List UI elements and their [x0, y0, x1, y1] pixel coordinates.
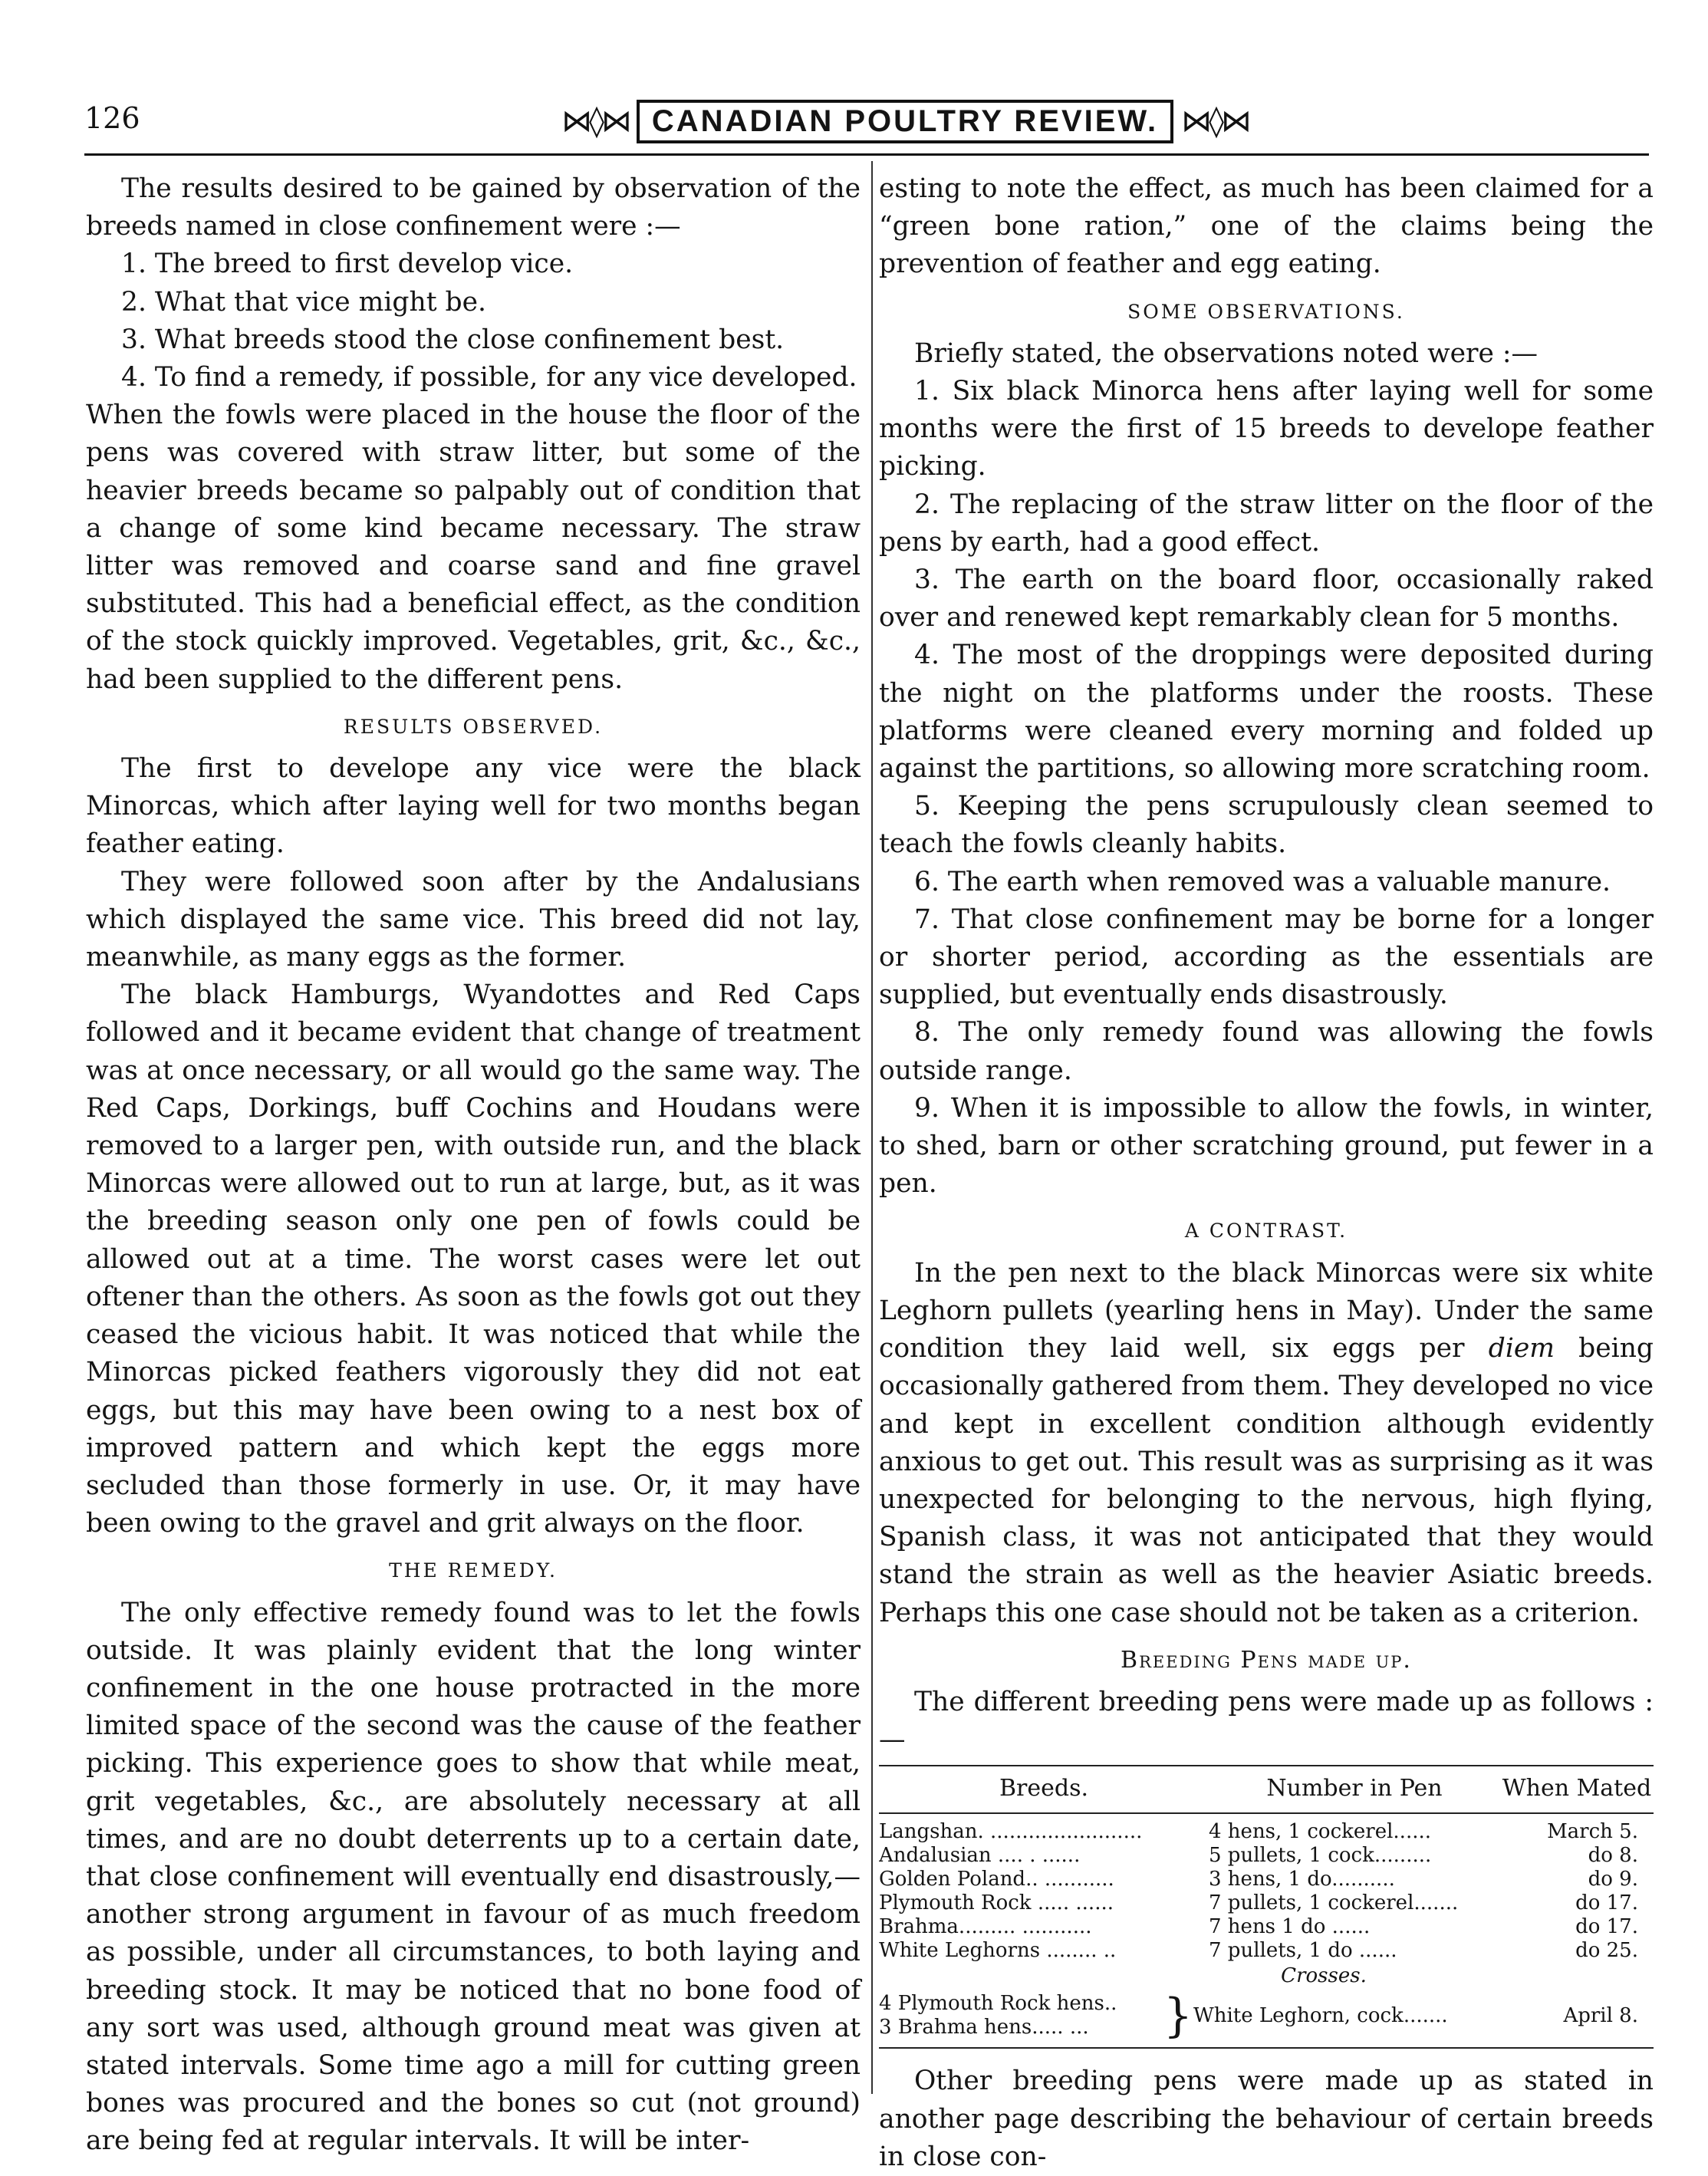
number-cell: 7 hens 1 do ...... [1209, 1915, 1371, 1939]
contrast-paragraph [879, 1255, 1654, 1632]
results-paragraph: The black Hamburgs, Wyandottes and Red Caps followed and it became evident that change of treatment was at once necessary, or all would go the same way. The Red Caps, Dorkings, buff Cochins and Houdans were removed to a larger pen, with outside run, and the black Minorcas were allowed out to run at large, but, as it was the breeding season only one pen of fowls could be allowed out at a time. The worst cases were let out oftener than the others. As soon as the fowls got out they ceased the vicious habit. It was noticed that while the Minorcas picked feathers vigorously they did not eat eggs, but this may have been owing to a nest box of improved pattern and which kept the eggs more secluded than those formerly in use. Or, it may have been owing to the gravel and grit always on the floor. [86, 979, 861, 1539]
cross-breeds [879, 1992, 1163, 2039]
mated-cell: do 17. [1575, 1915, 1638, 1939]
table-bottom-rule [879, 2047, 1654, 2049]
mated-cell: March 5. [1547, 1820, 1638, 1844]
breed-cell: White Leghorns ........ .. [879, 1939, 1117, 1963]
mated-cell: do 17. [1575, 1891, 1638, 1915]
list-item: 3. What breeds stood the close confinement best. [121, 324, 785, 355]
heading-a-contrast: A CONTRAST. [1184, 1220, 1348, 1243]
observations-intro: Briefly stated, the observations noted were :— [914, 337, 1539, 369]
breed-cell: Golden Poland.. ........... [879, 1868, 1114, 1891]
list-item: 1. The breed to first develop vice. [121, 249, 574, 280]
masthead-title: CANADIAN POULTRY REVIEW. [637, 100, 1173, 143]
remedy-paragraph: The only effective remedy found was to let the fowls outside. It was plainly evident that the long winter confinement in the one house protracted in the more limited space of the second was the cause of the feather picking. This experience goes to show that while meat, grit vegetables, &c., are absolutely necessary at all times, and are no doubt deterrents up to a certain date, that close confinement will eventually end disastrously,—another strong argument in favour of as much freedom as possible, under all circumstances, to both laying and breeding stock. It may be noticed that no bone food of any sort was used, although ground meat was given at stated intervals. Some time ago a mill for cutting green bones was procured and the bones so cut (not ground) are being fed at regular intervals. It will be inter- [86, 1597, 861, 2157]
breed-cell: Andalusian .... . ...... [879, 1844, 1081, 1868]
contrast-text-end: being occasionally gathered from them. They developed no vice and kept in excellent condition although evidently anxious to get out. This result was as surprising as it was unexpected for belonging to the nervous, high flying, Spanish class, it was not anticipated that they would stand the strain as well as the heavier Asiatic breeds. Perhaps this one case should not be taken as a criterion. [879, 1333, 1654, 1628]
breed-cell: Plymouth Rock ..... ...... [879, 1891, 1114, 1915]
cross-date: April 8. [1563, 2003, 1638, 2027]
number-cell: 5 pullets, 1 cock......... [1209, 1844, 1432, 1868]
page-number: 126 [84, 101, 140, 135]
cross-breed-line: 3 Brahma hens..... ... [879, 2016, 1089, 2039]
contrast-text-start: In the pen next to the black Minorcas were six white Leghorn pullets (yearling hens in May). Under the same condition they laid well, six eggs per [879, 1257, 1654, 1365]
observation-item: 4. The most of the droppings were deposited during the night on the platforms under the roosts. These platforms were cleaned every morning and folded up against the partitions, so allowing more scratching room. [879, 640, 1654, 785]
cross-breed-line: 4 Plymouth Rock hens.. [879, 1992, 1117, 2016]
continuation-paragraph: esting to note the effect, as much has been claimed for a “green bone ration,” one of the claims being the prevention of feather and egg eating. [879, 173, 1654, 280]
mated-cell: do 9. [1588, 1868, 1638, 1891]
ornament-left-icon: ⋈◊⋈ [561, 104, 629, 139]
observation-item: 8. The only remedy found was allowing the fowls outside range. [879, 1017, 1654, 1086]
column-header-number: Number in Pen [1266, 1775, 1443, 1802]
number-cell: 7 pullets, 1 do ...... [1209, 1939, 1397, 1963]
breed-cell: Brahma......... ........... [879, 1915, 1092, 1939]
column-header-breeds: Breeds. [999, 1775, 1089, 1802]
table-header-row [879, 1766, 1654, 1812]
table-row [879, 1820, 1654, 1844]
pens-intro: The different breeding pens were made up as follows :— [879, 1686, 1654, 1756]
table-row [879, 1939, 1654, 1963]
closing-paragraph: Other breeding pens were made up as stated in another page describing the behaviour of certain breeds in close con- [879, 2066, 1654, 2172]
breeding-pens-table [879, 1765, 1654, 2049]
crosses-row [879, 1989, 1654, 2043]
page-header [84, 91, 1649, 152]
heading-some-observations: SOME OBSERVATIONS. [1127, 300, 1405, 323]
observation-item: 6. The earth when removed was a valuable manure. [914, 866, 1611, 897]
intro-paragraph: The results desired to be gained by observation of the breeds named in close confinement were :— [86, 173, 861, 242]
ornament-right-icon: ⋈◊⋈ [1181, 104, 1249, 139]
contrast-italic-word: diem [1488, 1333, 1555, 1365]
results-paragraph: The first to develope any vice were the black Minorcas, which after laying well for two months began feather eating. [86, 753, 861, 860]
breed-cell: Langshan. ........................ [879, 1820, 1143, 1844]
heading-results-observed: RESULTS OBSERVED. [343, 715, 604, 738]
observation-item: 2. The replacing of the straw litter on the floor of the pens by earth, had a good effect. [879, 489, 1654, 558]
brace-icon: } [1163, 1989, 1193, 2043]
heading-the-remedy: THE REMEDY. [389, 1559, 558, 1582]
table-row [879, 1844, 1654, 1868]
observation-item: 5. Keeping the pens scrupulously clean seemed to teach the fowls cleanly habits. [879, 791, 1654, 860]
observation-item: 9. When it is impossible to allow the fowls, in winter, to shed, barn or other scratching ground, put fewer in a pen. [879, 1092, 1654, 1200]
cross-mate: White Leghorn, cock....... [1193, 2003, 1448, 2027]
column-divider [871, 161, 873, 2094]
table-row [879, 1915, 1654, 1939]
number-cell: 4 hens, 1 cockerel...... [1209, 1820, 1431, 1844]
litter-paragraph: When the fowls were placed in the house the floor of the pens was covered with straw litter, but some of the heavier breeds became so palpably out of condition that a change of some kind became necessary. The straw litter was removed and coarse sand and fine gravel substituted. This had a beneficial effect, as the condition of the stock quickly improved. Vegetables, grit, &c., &c., had been supplied to the different pens. [86, 400, 861, 695]
mated-cell: do 25. [1575, 1939, 1638, 1963]
table-header-rule [879, 1812, 1654, 1814]
masthead [560, 91, 1250, 152]
column-header-mated: When Mated [1502, 1775, 1652, 1802]
mated-cell: do 8. [1588, 1844, 1638, 1868]
table-row [879, 1891, 1654, 1915]
observation-item: 7. That close confinement may be borne for a longer or shorter period, according as the essentials are supplied, but eventually ends disastrously. [879, 904, 1654, 1011]
heading-breeding-pens: Breeding Pens made up. [1121, 1646, 1412, 1674]
results-paragraph: They were followed soon after by the Andalusians which displayed the same vice. This breed did not lay, meanwhile, as many eggs as the former. [86, 866, 861, 973]
observation-item: 1. Six black Minorca hens after laying well for some months were the first of 15 breeds to develope feather picking. [879, 376, 1654, 482]
number-cell: 3 hens, 1 do.......... [1209, 1868, 1395, 1891]
right-column [879, 170, 1654, 2176]
number-cell: 7 pullets, 1 cockerel....... [1209, 1891, 1459, 1915]
table-row [879, 1868, 1654, 1891]
observation-item: 3. The earth on the board floor, occasionally raked over and renewed kept remarkably clean for 5 months. [879, 565, 1654, 634]
list-item: 2. What that vice might be. [121, 286, 487, 318]
list-item: 4. To find a remedy, if possible, for any vice developed. [121, 362, 857, 393]
crosses-label: Crosses. [1281, 1964, 1367, 1988]
header-rule [84, 153, 1649, 156]
left-column [86, 170, 861, 2161]
